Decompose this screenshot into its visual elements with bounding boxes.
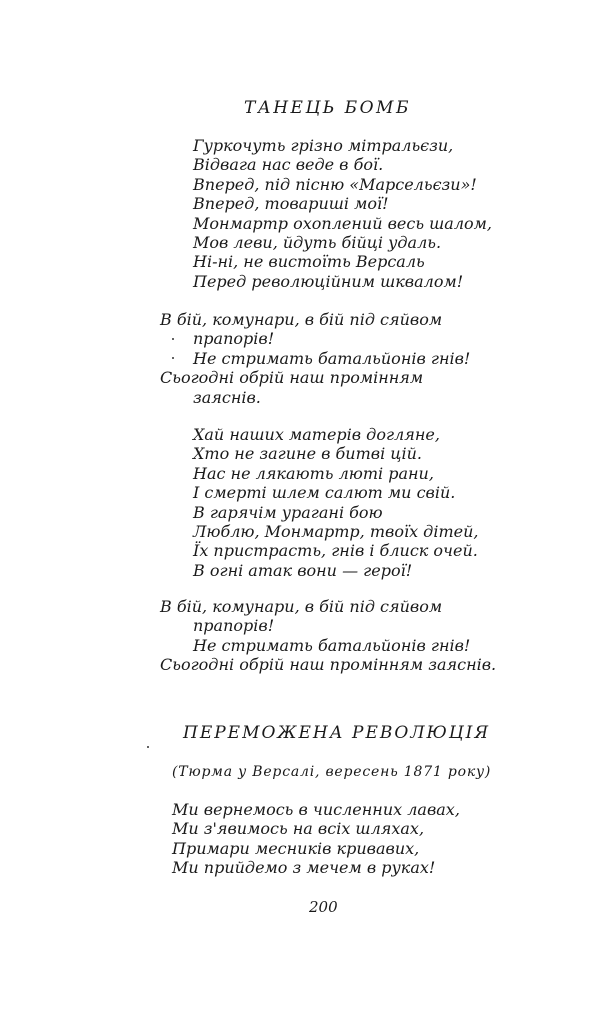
chorus: [160, 310, 470, 407]
verse-line: Ні-ні, не вистоїть Версаль: [193, 252, 425, 272]
verse-line: Не стримать батальйонів гнів!: [193, 348, 471, 368]
verse-line: Сьогодні обрій наш промінням: [160, 368, 424, 388]
verse-line: Не стримать батальйонів гнів!: [193, 635, 471, 655]
stanza: [193, 425, 478, 580]
stanza: [193, 136, 492, 291]
verse-line: Вперед, товариші мої!: [193, 194, 389, 214]
print-speck: [172, 357, 174, 359]
verse-line: Ми прийдемо з мечем в руках!: [172, 858, 436, 878]
verse-line: прапорів!: [193, 616, 275, 636]
poem-title: ТАНЕЦЬ БОМБ: [244, 98, 411, 118]
verse-line: Мов леви, йдуть бійці удаль.: [193, 232, 442, 252]
chorus: [160, 597, 496, 675]
verse-line: Їх пристрасть, гнів і блиск очей.: [193, 541, 478, 561]
verse-line: В огні атак вони — герої!: [193, 560, 413, 580]
verse-line: Відвага нас веде в бої.: [193, 155, 384, 175]
verse-line: Люблю, Монмартр, твоїх дітей,: [193, 521, 479, 541]
verse-line: Сьогодні обрій наш промінням заяснів.: [160, 655, 497, 675]
page-number: 200: [309, 898, 338, 916]
verse-line: Ми вернемось в численних лавах,: [172, 800, 460, 819]
print-speck: [172, 338, 174, 340]
verse-line: Ми з'явимось на всіх шляхах,: [172, 819, 425, 839]
verse-line: Монмартр охоплений весь шалом,: [193, 213, 492, 233]
verse-line: Гуркочуть грізно мітральєзи,: [193, 136, 454, 155]
verse-line: І смерті шлем салют ми свій.: [193, 483, 456, 503]
verse-line: прапорів!: [193, 329, 275, 349]
verse-line: Нас не лякають люті рани,: [193, 463, 434, 483]
poem-title: ПЕРЕМОЖЕНА РЕВОЛЮЦІЯ: [183, 723, 491, 743]
verse-line: В бій, комунари, в бій під сяйвом: [160, 597, 443, 616]
verse-line: Хай наших матерів догляне,: [193, 425, 440, 444]
verse-line: Примари месників кривавих,: [172, 838, 420, 858]
verse-line: В бій, комунари, в бій під сяйвом: [160, 310, 443, 329]
verse-line: Вперед, під пісню «Марсельєзи»!: [193, 174, 477, 194]
verse-line: заяснів.: [193, 387, 261, 407]
verse-line: Перед революційним шквалом!: [193, 271, 464, 291]
verse-line: Хто не загине в битві цій.: [193, 444, 422, 464]
stanza: [172, 800, 460, 878]
verse-line: В гарячім урагані бою: [193, 502, 383, 522]
print-speck: [147, 746, 149, 748]
poem-subtitle: (Тюрма у Версалі, вересень 1871 року): [172, 764, 492, 780]
